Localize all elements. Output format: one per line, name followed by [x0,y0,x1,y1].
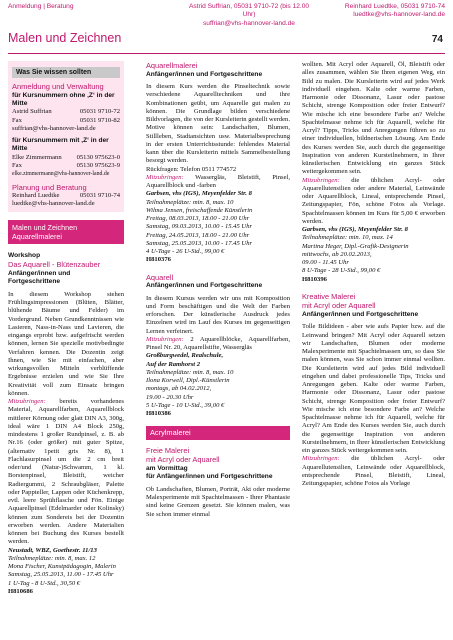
contact-email[interactable]: suffrian@vhs-hannover-land.de [12,124,96,132]
info-note: für Kursnummern mit ‚Z‘ in der Mitte [12,137,109,153]
header-contact-luedtke [345,3,445,20]
course-description: Tolle Bildideen - aber wie aufs Papier bzw. auf die Leinwand bringen? Mit Acryl oder Aquarell setzen wir Landschaften, Blumen oder moderne Malexperimente mit Spachtelmassen um, so dass Sie malen können, was Sie schon immer einmal wollten. Die Kursleiterin wird auf jedes Bild individuell eingehen und dabei professionelle Tips, Tricks und Anregungen geben. Kalte oder warme Farben, Harmonie oder Dissonanz, Lasur oder pastose Schicht, strenge Komposition oder freier Entwurf? Wie mische ich eine besondere Farbe an? Welche Spachtelmasse nehme ich für Aquarell, welche für Acryl? Am Ende des Kurses werden Sie, auch durch die gegenseitige Inspiration von anderen Kursteilnehmern, in Ihrer künstlerischen Entwicklung ein ganzes Stück weitergekommen sein. [302,323,445,455]
materials-label: Mitzubringen: [146,173,184,181]
contact-phone: 05031 9710-74 [79,192,120,200]
contact-email[interactable]: luedtke@vhs-hannover-land.de [12,200,95,208]
course-title-line2: mit Acryl oder Aquarell [146,455,220,465]
fax-label: Fax [12,116,22,124]
fax-label: Fax [12,162,22,170]
course-meta: 4 U-Tage - 26 U-Std., 99,00 € [146,248,225,255]
header-contact-line: Reinhard Luedtke, 05031 9710-74 [344,3,445,10]
info-box-title: Was Sie wissen sollten [12,67,120,78]
course-materials [146,174,290,191]
contact-phone: 05130 975623-0 [76,153,120,161]
course-code: H810376 [146,256,171,264]
course-materials [8,398,124,547]
course-location: Großburgwedel, Realschule, [146,352,224,360]
contact-name: Elke Zimmermann [12,153,62,161]
course-meta: mittwochs, ab 20.02.2013, [302,250,372,258]
materials-label: Mitzubringen: [8,398,46,406]
course-meta: 8 U-Tage - 28 U-Std., 99,00 € [302,267,381,275]
contact-phone: 05031 9710-72 [79,108,120,116]
course-meta: Wilma Jensen, freischaffende Künstlerin [146,206,253,214]
contact-fax: 05031 9710-82 [79,116,120,124]
course-meta: Teilnahmeplätze: min. 10, max. 14 [302,234,393,242]
contact-row [12,117,120,125]
course-title: Aquarellmalerei [146,61,198,70]
course-level: Anfänger/innen und Fortgeschrittene [302,310,419,318]
contact-row [12,154,120,162]
info-heading-registration: Anmeldung und Verwaltung [12,82,104,91]
course-code: H810396 [302,275,327,283]
course-title: Das Aquarell - Blütenzauber [8,260,101,270]
materials-text: Wassergläs, Bleistift, Pinsel, Aquarellblock und -farben [146,173,290,189]
course-meta: Freitag, 08.03.2013, 18.00 - 21.00 Uhr [146,215,250,222]
category-sublabel: Aquarellmalerei [12,231,62,241]
course-level: Anfänger/innen und Fortgeschrittene [8,270,71,286]
course-title: Freie Malerei [146,445,190,455]
category-bar [8,220,124,244]
category-label: Malen und Zeichnen [12,222,78,232]
course-meta: 1 U-Tag - 8 U-Std., 30,50 € [8,579,81,587]
header-email-link[interactable]: suffrian@vhs-hannover-land.de [203,19,295,27]
course-code: H810686 [8,587,33,595]
course-meta: Ilona Korwell, Dipl.-Künstlerin [146,377,230,384]
course-meta: 19.00 - 20.30 Uhr [146,393,194,401]
contact-email[interactable]: elke.zimmermann@vhs-hannover-land.de [12,171,110,178]
course-level: Anfänger/innen und Fortgeschrittene [146,70,263,78]
course-meta: Mona Fischer, Kunstpädagogin, Malerin [8,563,116,571]
course-description: Ob Landschaften, Blumen, Porträt, Akt oder moderne Malexperimente mit Spachtelmassen - Ihrer Phantasie sind keine Grenzen gesetzt. Sie können malen, was Sie schon immer einmal [146,485,290,518]
course-materials [302,177,445,227]
info-heading-planning: Planung und Beratung [12,182,87,192]
page-header [0,0,453,55]
info-note: für Kursnummern ohne ‚Z‘ in der Mitte [12,91,115,107]
course-meta: Teilnahmeplätze: min. 8, max. 10 [146,198,234,206]
column-right [302,61,445,636]
page-number: 74 [431,34,443,45]
course-meta: montags, ab 04.02.2012, [146,385,212,393]
course-description: In diesem Workshop stehen Frühlingsimpressionen (Blüten, Blätter, blühende Bäume und Felder) im Vordergrund. Neben Grundkenntnissen wie Lasieren, Nass-in-Nass und Lavieren, die eingangs erprobt bzw. aufgefrischt werden können, lernen Sie spezielle motivbedingte Verfahren kennen. Die Dozentin zeigt Ihnen, wie Sie mit einfachen, aber wirkungsvollen Mitteln verblüffende Ergebnisse erzielen und wie Sie Ihre Kreativität voll zum Einsatz bringen können. [8,290,124,397]
course-contact: Rückfragen: Telefon 0511 774572 [146,165,237,173]
contact-name: Astrid Suffrian [12,108,52,116]
header-registration-label: Anmeldung | Beratung [8,3,74,10]
materials-text: die üblichen Acryl- oder Aquarellutensilien oder andere Material, Leinwände oder Aquarellblock, Lineal, entsprechende Pinsel, Zeitungspapier, Fön, schöne Fotos als Vorlage. Spachtelmassen können im Kurs für 5,00 € erworben werden. [302,176,445,225]
course-materials [302,455,445,488]
course-meta: 5 U-Tage - 10 U-Std., 39,00 € [146,401,225,409]
materials-text: 2 Aquarellblöcke, Aquarellfarben, Pinsel Nr. 20, Aquarellstifte, Wassergläs [146,335,290,351]
course-description: In diesem Kurs werden die Pinseltechnik sowie verschiedene Aquarelltechniken und ihre Kombinationen geübt, um Aquarelle gut malen zu können. Die Grundlage bilden verschiedene Bildvorlagen, die von der Kursleiterin gestellt werden. Motive können sein: Landschaften, Blumen, Stillleben, Stadtansichten usw. Materialbesprechung in der ersten Unterrichtsstunde: fehlendes Material kann über die Kursleiterin mittels Sammelbestellung besorgt werden. [146,83,290,165]
course-description: In diesem Kursus werden wir uns mit Komposition und Form beschäftigen und die Welt der Farben erforschen. Der künstlerische Ausdruck jedes Einzelnen wird im Lauf des Kurses im gegenseitigen Lernen verfeinert. [146,294,290,335]
course-location: Neustadt, WBZ, Goethestr. 11/13 [8,546,97,554]
header-divider [8,53,445,54]
course-type-label: Workshop [8,252,41,260]
column-left [8,61,124,636]
materials-text: die üblichen Acryl- oder Aquarellutensilien, Leinwände oder Aquarellblock, entsprechende Pinsel, Bleistift, Lineal, Zeitungspapier, schöne Fotos als Vorlage [302,455,445,488]
course-meta: Teilnahmeplätze: min. 8, max. 10 [146,368,234,376]
course-title: Kreative Malerei [302,291,356,301]
course-meta: Samstag, 25.05.2013, 10.00 - 17.45 Uhr [146,239,253,247]
info-box [8,61,124,212]
materials-label: Mitzubringen: [146,335,184,343]
course-meta: Teilnahmeplätze: min. 8, max. 12 [8,554,96,562]
course-meta: Samstag, 09.03.2013, 10.00 - 15.45 Uhr [146,223,253,231]
course-meta: Samstag, 25.05.2013, 11.00 - 17.45 Uhr [8,571,114,579]
contact-name: Reinhard Luedtke [12,192,60,200]
header-contact-suffrian [186,3,312,28]
contact-row [12,162,120,170]
course-level: für Anfänger/innen und Fortgeschrittene [146,473,273,481]
course-level: Anfänger/innen und Fortgeschrittene [146,282,263,290]
course-title: Aquarell [146,272,174,282]
header-email-link[interactable]: luedtke@vhs-hannover-land.de [353,11,445,19]
course-location: Garbsen, vhs (IGS), Meyenfelder Str. 8 [302,226,408,233]
course-title-line2: mit Acryl oder Aquarell [302,301,376,311]
course-subtitle: am Vormittag [146,465,188,473]
header-contact-line: Astrid Suffrian, 05031 9710-72 (bis 12.00 Uhr) [188,3,310,19]
course-location: Garbsen, vhs (IGS), Meyenfelder Str. 8 [146,190,252,198]
column-middle [146,61,290,636]
category-bar: Acrylmalerei [146,426,290,440]
course-code: H810386 [146,410,171,417]
materials-label: Mitzubringen: [302,176,340,184]
contact-row [12,108,120,116]
course-meta: Martina Heger, Dipl.-Grafik-Designerin [302,242,409,250]
course-materials [146,336,290,353]
materials-label: Mitzubringen: [302,455,340,463]
course-meta: Freitag, 24.05.2013, 18.00 - 21.00 Uhr [146,231,250,239]
materials-text: bereits vorhandenes Material, Aquarellfarben, Aquarellblock mittlerer Körnung oder glatt DIN A3, 300g, ideal wäre 1 DIN A4 Block 250g, mindestens 1 großer Rundpinsel, z. B. ab Nr.16 (oder größer) mit guter Spitze, (alternativ 1petit gris Nr. 8), 1 Flachlasurpinsel um die 2 cm breit oder/und (Natur-)Schwamm, 1 kl. Borstenpinsel, Bleistift, weicher Radiergummi, 2 Schraubgläser, Palette oder Pappteller, Lappen oder Küchenkrepp, evtl. leere Sprühflasche und Fön. Einige Aquarellpinsel (Edelmarder oder Kolinsky) können zum Sondereis bei der Dozentin erworben werden. Andere Materialien können bei Buchung des Kurses bestellt werden. [8,398,124,546]
contact-fax: 05130 975623-9 [76,162,120,170]
course-meta: 09.00 - 11.45 Uhr [302,259,349,266]
section-title: Malen und Zeichnen [8,31,122,45]
contact-row [12,192,120,200]
course-location: Auf der Ramhorst 2 [146,360,201,368]
course-description-continued: wollten. Mit Acryl oder Aquarell, Öl, Bleistift oder alles zusammen, wählen Sie Ihren eigenen Weg, ein Bild zu malen. Die Kursleiterin wird auf jedes Werk individuell eingehen. Kalte oder warme Farben, Harmonie oder Dissonanz, Lasur oder pastose Schicht, strenge Komposition oder freier Entwurf? Wie mische ich eine besondere Farbe an? Welche Spachtelmasse nehme ich für Aquarell, welche für Acryl? Tipps, Tricks und Anregungen führen so zu einer individuellen, bildnerischen Lösung. Am Ende des Kurses werden Sie, auch durch die gegenseitige Inspiration von anderen Kursteilnehmern, in Ihrer künstlerischen Entwicklung ein ganzes Stück weitergekommen sein. [302,61,445,176]
